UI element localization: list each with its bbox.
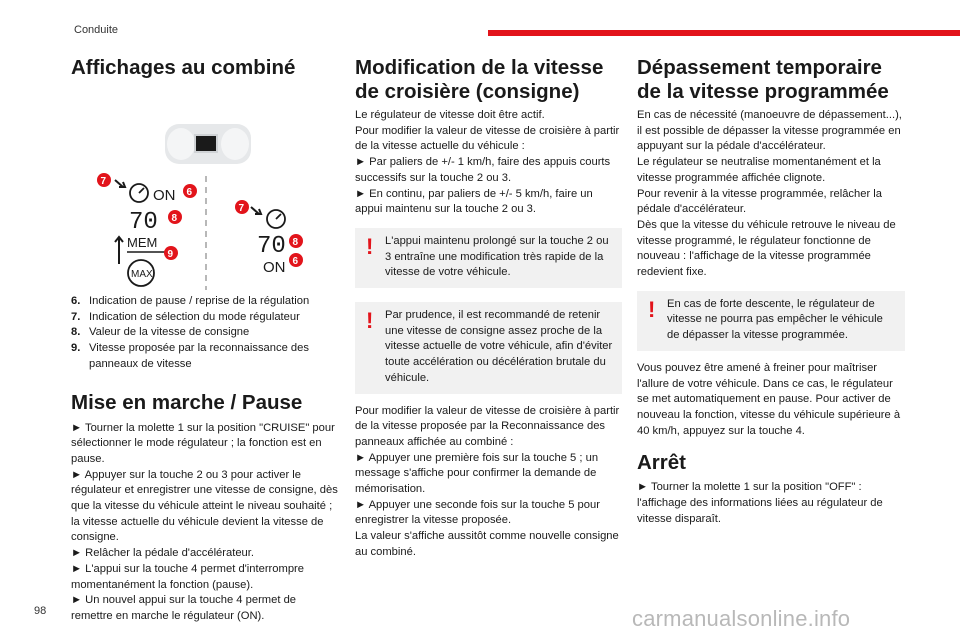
callout-8-right: 8 <box>292 237 299 248</box>
callout-9: 9 <box>167 249 174 260</box>
right-display <box>235 200 303 276</box>
section-header: Conduite <box>74 24 119 36</box>
paragraph: Dès que la vitesse du véhicule retrouve le niveau de vitesse programmé, le régulateur fonctionne de nouveau : l'affichage de la vitesse programmée redevient fixe. <box>637 218 896 279</box>
paragraph: ► Appuyer sur la touche 2 ou 3 pour activer le régulateur et enregistrer une vitesse de consigne, dès que la vitesse du véhicule atteint le niveau souhaité ; la vitesse actuelle du véhicule devient la vitesse de consigne. <box>71 468 338 544</box>
paragraph: ► Par paliers de +/- 1 km/h, faire des appuis courts successifs sur la touche 2 ou 3. <box>355 156 611 184</box>
callout-6-right: 6 <box>292 256 299 267</box>
legend-item: 9. Vitesse proposée par la reconnaissance des panneaux de vitesse <box>71 342 309 370</box>
paragraph: Le régulateur de vitesse doit être actif. <box>355 109 545 121</box>
paragraph: ► En continu, par paliers de +/- 5 km/h, faire un appui maintenu sur la touche 2 ou 3. <box>355 187 593 216</box>
paragraph: Le régulateur se neutralise momentanément et la vitesse programmée affichée clignote. <box>637 156 881 184</box>
instrument-cluster-illustration <box>71 90 339 290</box>
column-3 <box>637 56 905 527</box>
paragraph: ► Appuyer une première fois sur la touche 5 ; un message s'affiche pour confirmer la demande de mémorisation. <box>355 451 599 496</box>
watermark: carmanualsonline.info <box>632 606 851 631</box>
right-on-text: ON <box>263 259 286 276</box>
warning-box <box>355 302 622 394</box>
max-text: MAX <box>131 269 153 280</box>
warning-box <box>355 228 622 288</box>
paragraph: ► Tourner la molette 1 sur la position "OFF" : l'affichage des informations liées au régulateur de vitesse disparaît. <box>637 481 883 525</box>
warning-box <box>637 291 905 351</box>
column-1 <box>71 56 339 625</box>
dashboard-icon <box>165 124 251 164</box>
right-speed-text: 70 <box>257 233 286 260</box>
column-2 <box>355 56 622 561</box>
legend-item: 7. Indication de sélection du mode régulateur <box>71 310 300 323</box>
callout-7-right: 7 <box>238 203 245 214</box>
legend-item: 8. Valeur de la vitesse de consigne <box>71 326 250 339</box>
left-speed-text: 70 <box>129 209 158 236</box>
page-number: 98 <box>34 605 47 617</box>
warning-icon: ! <box>366 233 374 259</box>
mem-text: MEM <box>127 235 158 250</box>
title-mise-en-marche: Mise en marche / Pause <box>71 390 303 414</box>
paragraph: Pour revenir à la vitesse programmée, relâcher la pédale d'accélérateur. <box>637 187 882 216</box>
paragraph: Pour modifier la valeur de vitesse de croisière à partir de la vitesse proposée par la Reconnaissance des panneaux affichée au combiné : <box>355 404 620 448</box>
left-on-text: ON <box>153 187 176 204</box>
title-modification: Modification de la vitesse de croisière (consigne) <box>355 56 604 103</box>
warning-text: Par prudence, il est recommandé de retenir une vitesse de consigne assez proche de la vitesse actuelle de votre véhicule, afin d'éviter toute accélération ou décélération brutale du véhicule. <box>385 309 613 384</box>
warning-icon: ! <box>366 308 374 334</box>
header-accent-bar <box>488 30 960 36</box>
callout-8-left: 8 <box>171 213 178 224</box>
warning-icon: ! <box>648 296 656 322</box>
paragraph: En cas de nécessité (manoeuvre de dépassement...), il est possible de dépasser la vitesse programmée en appuyant sur la pédale d'accélérateur. <box>637 109 902 153</box>
paragraph: ► Un nouvel appui sur la touche 4 permet de remettre en marche le régulateur (ON). <box>71 594 297 622</box>
paragraph: La valeur s'affiche aussitôt comme nouvelle consigne au combiné. <box>355 530 619 558</box>
title-arret: Arrêt <box>637 451 686 475</box>
legend-item: 6. Indication de pause / reprise de la régulation <box>71 295 310 307</box>
warning-text: L'appui maintenu prolongé sur la touche 2 ou 3 entraîne une modification très rapide de la vitesse de votre véhicule. <box>385 234 609 279</box>
paragraph: ► Appuyer une seconde fois sur la touche 5 pour enregistrer la vitesse proposée. <box>355 498 600 527</box>
paragraph: Pour modifier la valeur de vitesse de croisière à partir de la vitesse actuelle du véhicule : <box>355 124 620 153</box>
paragraph: Vous pouvez être amené à freiner pour maîtriser l'allure de votre véhicule. Dans ce cas, le régulateur se met automatiquement en pause. Pour activer de nouveau la fonction, vitesse du véhicule supérieure à 40 km/h, appuyez sur la touche 4. <box>637 361 901 437</box>
cluster-svg <box>71 90 339 290</box>
paragraph: ► Relâcher la pédale d'accélérateur. <box>71 547 254 560</box>
callout-7-left: 7 <box>100 176 107 187</box>
title-affichages: Affichages au combiné <box>71 56 296 79</box>
title-depassement: Dépassement temporaire de la vitesse programmée <box>637 56 889 103</box>
paragraph: ► L'appui sur la touche 4 permet d'interrompre momentanément la fonction (pause). <box>71 562 304 591</box>
left-display <box>97 173 197 286</box>
legend-list <box>71 294 339 373</box>
callout-6-left: 6 <box>186 187 193 198</box>
warning-text: En cas de forte descente, le régulateur de vitesse ne pourra pas empêcher le véhicule de dépasser la vitesse programmée. <box>667 297 883 342</box>
paragraph: ► Tourner la molette 1 sur la position "CRUISE" pour sélectionner le mode régulateur ; la fonction est en pause. <box>71 421 335 465</box>
